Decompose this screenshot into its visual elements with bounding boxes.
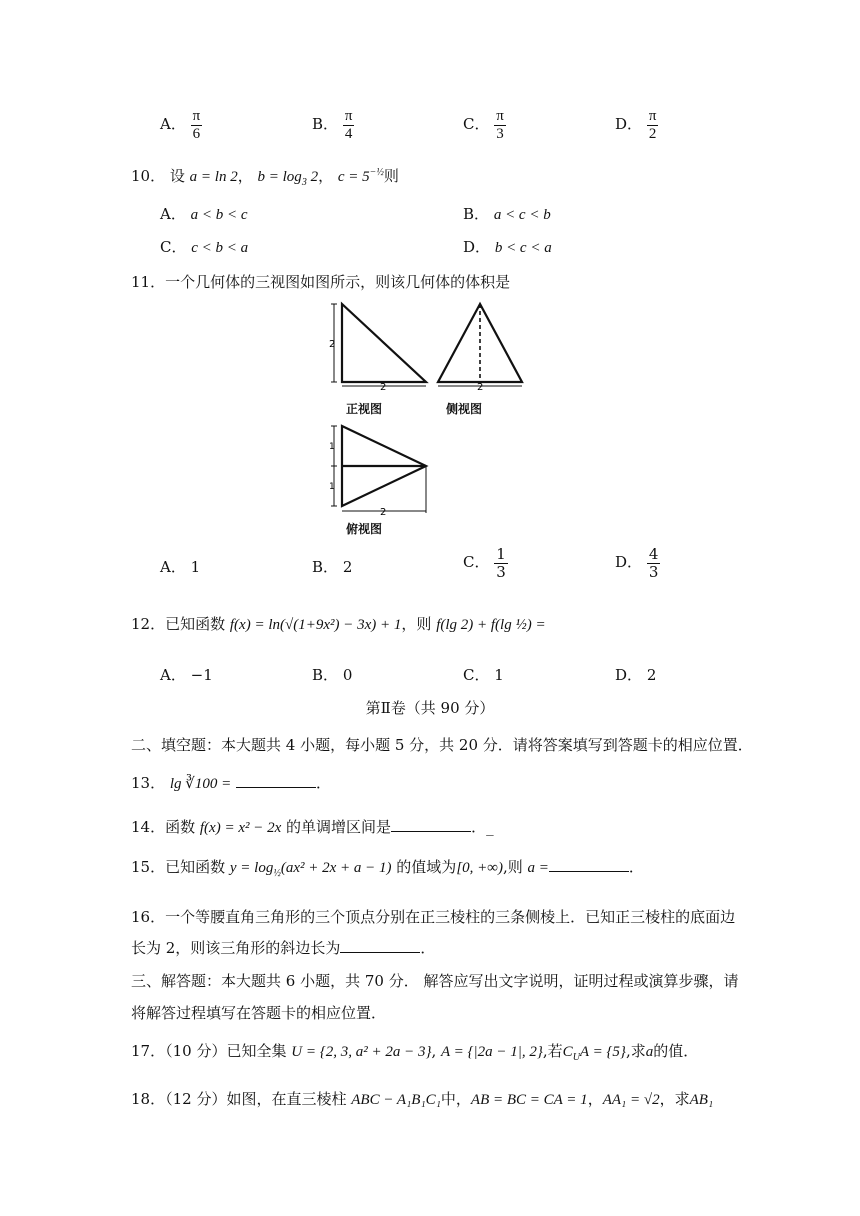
q9-option-b [312, 108, 354, 142]
math-expr: A = {5} [579, 1044, 626, 1060]
question-text: 设 [169, 167, 185, 185]
q11-option-a [160, 556, 200, 577]
denominator: 6 [192, 125, 201, 142]
question-16-line-1: 16．一个等腰直角三角形的三个顶点分别在正三棱柱的三条侧棱上．已知正三棱柱的底面边 [131, 908, 736, 926]
math-expr: y = log [229, 860, 274, 876]
option-label: D． [615, 115, 643, 133]
dim-label-front-width: 2 [380, 382, 387, 393]
option-label: C． [463, 666, 490, 684]
option-label: C． [160, 238, 187, 256]
question-number: 17． [131, 1042, 166, 1060]
denominator: 3 [648, 562, 659, 581]
q9-option-d [615, 108, 658, 142]
q12-option-a [160, 664, 213, 685]
math-expr: [0, +∞) [456, 860, 503, 876]
question-text: 长为 2，则该三角形的斜边长为 [131, 939, 341, 957]
math-expr: (ax² + 2x + a − 1) [280, 860, 392, 876]
separator: ， [587, 1090, 603, 1108]
numerator: 4 [648, 545, 659, 563]
math-expr: A = {|2a − 1|, 2} [441, 1044, 543, 1060]
option-value: 2 [646, 666, 657, 684]
option-value: 1 [190, 558, 201, 576]
question-10 [131, 165, 399, 188]
question-text: 一个几何体的三视图如图所示，则该几何体的体积是 [165, 273, 511, 291]
log-base: ½ [273, 868, 281, 879]
dim-label-front-height: 2 [329, 339, 336, 350]
question-number: 11． [131, 273, 166, 291]
question-17: 17．（10 分）已知全集 U = {2, 3, a² + 2a − 3}, A = {|2a − 1|, 2},若$C_UA = \{5\}$,求a的值． [131, 1042, 699, 1063]
math-expr: c = 5 [337, 169, 370, 185]
separator: ， [237, 167, 253, 185]
question-12 [131, 613, 546, 634]
option-label: B． [312, 115, 339, 133]
option-label: C． [463, 553, 490, 571]
option-value: 0 [342, 666, 353, 684]
front-view-caption: 正视图 [346, 402, 383, 416]
fraction [343, 108, 355, 142]
section-3-heading-line-2: 将解答过程填写在答题卡的相应位置． [131, 1004, 387, 1022]
question-text: 则 [383, 167, 399, 185]
option-value: a < b < c [190, 207, 248, 223]
question-text: 中， [440, 1090, 471, 1108]
option-value: b < c < a [494, 240, 552, 256]
answer-blank[interactable] [236, 773, 316, 788]
answer-blank[interactable] [340, 938, 420, 953]
question-11 [131, 271, 510, 292]
math-expr: a = ln 2 [189, 169, 238, 185]
math-expr: ABC − A₁B₁C₁ [351, 1092, 441, 1108]
q9-option-c [463, 108, 506, 142]
question-15 [131, 856, 644, 879]
option-label: B． [312, 666, 339, 684]
answer-blank[interactable] [549, 857, 629, 872]
option-value: 2 [342, 558, 353, 576]
side-view [438, 304, 522, 393]
question-text: 如图，在直三棱柱 [226, 1090, 347, 1108]
question-number: 13． [131, 774, 166, 792]
option-value: c < b < a [191, 240, 249, 256]
question-text: ,则 [502, 858, 523, 876]
math-expr: C [562, 1044, 573, 1060]
punctuation: ．_ [471, 818, 494, 836]
denominator: 3 [496, 125, 504, 142]
numerator: π [344, 108, 353, 124]
subscript: U [572, 1052, 580, 1063]
side-view-caption: 侧视图 [446, 402, 483, 416]
question-text: 函数 [165, 818, 196, 836]
q10-option-a [160, 203, 248, 224]
numerator: π [192, 108, 201, 124]
option-value: −1 [190, 666, 213, 684]
math-expr: AB₁ [689, 1092, 714, 1108]
punctuation: ． [316, 774, 332, 792]
numerator: π [648, 108, 657, 124]
section-3-heading-line-1: 三、解答题：本大题共 6 小题，共 70 分． 解答应写出文字说明，证明过程或演算步骤，请 [131, 972, 739, 990]
exponent: −½ [369, 167, 384, 178]
question-number: 12． [131, 615, 166, 633]
q11-option-d [615, 546, 660, 580]
dim-label-top-upper: 1 [329, 442, 335, 452]
option-label: A． [160, 666, 186, 684]
option-label: A． [160, 558, 186, 576]
denominator: 4 [344, 125, 353, 142]
dim-label-top-width: 2 [380, 507, 387, 518]
front-view [329, 304, 426, 393]
dim-label-side-width: 2 [477, 382, 484, 393]
fraction [647, 108, 659, 142]
answer-blank[interactable] [391, 817, 471, 832]
top-view-caption: 俯视图 [346, 522, 383, 536]
denominator: 3 [496, 562, 506, 581]
question-text: 已知函数 [165, 615, 226, 633]
points: （10 分） [165, 1042, 227, 1060]
dim-label-top-lower: 1 [329, 482, 335, 492]
option-value: a < c < b [493, 207, 551, 223]
math-expr: lg ∛100 = [169, 776, 232, 792]
question-18 [131, 1088, 713, 1109]
question-text: ，则 [401, 615, 432, 633]
fraction [191, 108, 203, 142]
numerator: 1 [496, 545, 506, 563]
option-value: 1 [494, 666, 504, 684]
math-expr: U = {2, 3, a² + 2a − 3} [291, 1044, 432, 1060]
question-text: 已知全集 [226, 1042, 287, 1060]
q9-option-a [160, 108, 202, 142]
option-label: A． [160, 115, 186, 133]
math-expr: f(x) = ln(√(1+9x²) − 3x) + 1 [229, 617, 402, 633]
separator: ， [318, 167, 334, 185]
q11-option-b [312, 556, 352, 577]
part-2-title: 第Ⅱ卷（共 90 分） [365, 699, 495, 717]
option-label: C． [463, 115, 490, 133]
math-expr: 2 [306, 169, 319, 185]
question-text: 的单调增区间是 [286, 818, 392, 836]
question-text: ，求 [659, 1090, 690, 1108]
question-number: 18． [131, 1090, 166, 1108]
option-label: B． [463, 205, 490, 223]
math-expr: b = log [257, 169, 302, 185]
punctuation: ． [420, 939, 436, 957]
option-label: D． [615, 666, 643, 684]
top-view [329, 426, 426, 518]
question-number: 15． [131, 858, 166, 876]
math-expr: AB = BC = CA = 1 [470, 1092, 588, 1108]
fraction [647, 546, 661, 580]
q12-option-b [312, 664, 352, 685]
question-number: 10． [131, 167, 166, 185]
q10-option-c [160, 236, 248, 257]
math-expr: f(x) = x² − 2x [199, 820, 282, 836]
math-expr: f(lg 2) + f(lg ½) = [436, 617, 546, 633]
q12-option-c [463, 664, 504, 685]
question-text: 已知函数 [165, 858, 226, 876]
points: （12 分） [165, 1090, 227, 1108]
option-label: D． [463, 238, 491, 256]
option-label: D． [615, 553, 643, 571]
question-13 [131, 772, 331, 793]
option-label: A． [160, 205, 186, 223]
q10-option-b [463, 203, 551, 224]
section-2-heading: 二、填空题：本大题共 4 小题，每小题 5 分，共 20 分．请将答案填写到答题卡的相应位置． [131, 736, 753, 754]
fraction [494, 546, 508, 580]
option-label: B． [312, 558, 339, 576]
three-view-figure [328, 298, 528, 538]
question-text: 的值． [653, 1042, 699, 1060]
math-expr: AA₁ = √2 [602, 1092, 660, 1108]
denominator: 2 [648, 125, 657, 142]
log-base: 3 [301, 177, 307, 188]
numerator: π [496, 108, 504, 124]
math-expr: a = [527, 860, 549, 876]
question-number: 14． [131, 818, 166, 836]
question-16-line-2 [131, 937, 435, 958]
q11-option-c [463, 546, 508, 580]
question-14 [131, 816, 494, 837]
question-text: ,求 [625, 1042, 646, 1060]
math-expr: a [645, 1044, 654, 1060]
q10-option-d [463, 236, 552, 257]
fraction [494, 108, 506, 142]
question-text: ,若 [542, 1042, 563, 1060]
q12-option-d [615, 664, 656, 685]
punctuation: ． [628, 858, 644, 876]
question-text: 的值域为 [396, 858, 457, 876]
